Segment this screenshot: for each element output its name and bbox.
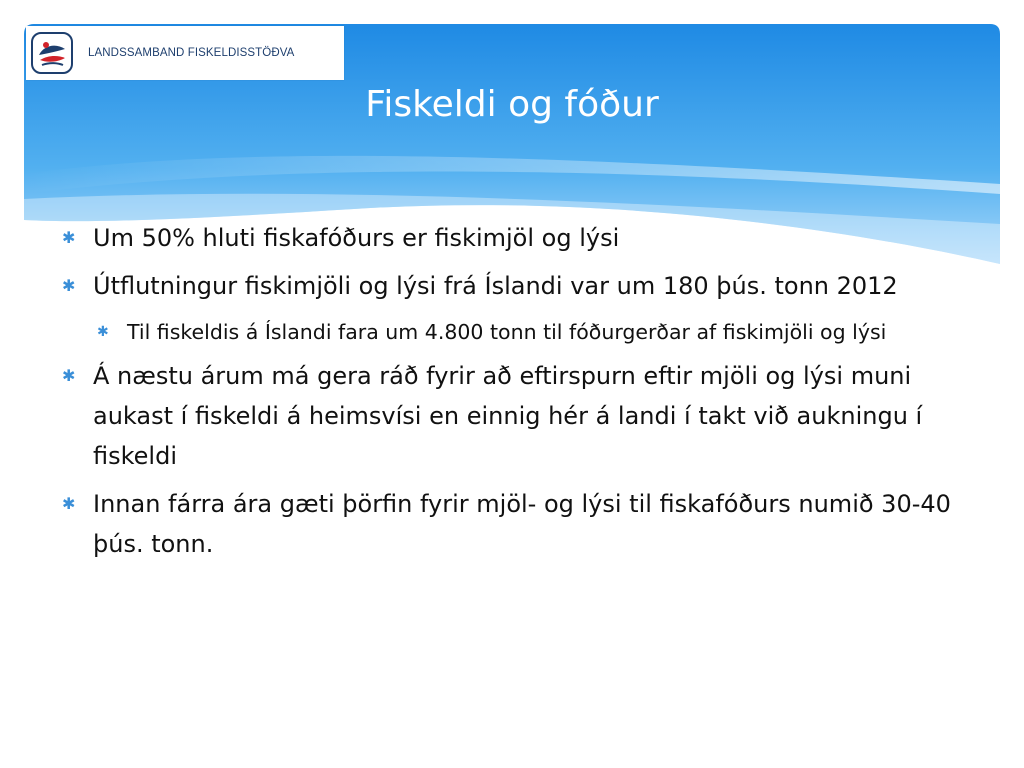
organization-name: LANDSSAMBAND FISKELDISSTÖÐVA <box>88 47 295 59</box>
bullet-item <box>60 484 980 564</box>
sub-bullet-icon: ✱ <box>97 324 109 340</box>
bullet-item <box>60 266 980 306</box>
sub-bullet-text: Til fiskeldis á Íslandi fara um 4.800 tonn til fóðurgerðar af fiskimjöli og lýsi <box>127 320 887 344</box>
bullet-icon: ✱ <box>62 276 76 295</box>
bullet-list <box>60 218 980 564</box>
bullet-icon: ✱ <box>62 366 76 385</box>
sub-bullet-item <box>60 314 980 350</box>
bullet-item <box>60 356 980 476</box>
fish-logo-icon <box>30 31 74 75</box>
bullet-icon: ✱ <box>62 494 76 513</box>
bullet-text: Innan fárra ára gæti þörfin fyrir mjöl- og lýsi til fiskafóðurs numið 30-40 þús. tonn. <box>93 490 951 558</box>
bullet-text: Útflutningur fiskimjöli og lýsi frá Íslandi var um 180 þús. tonn 2012 <box>93 272 898 300</box>
bullet-text: Á næstu árum má gera ráð fyrir að eftirspurn eftir mjöli og lýsi muni aukast í fiskeldi á heimsvísi en einnig hér á landi í takt við aukningu í fiskeldi <box>93 362 923 470</box>
slide-content <box>60 218 980 572</box>
bullet-text: Um 50% hluti fiskafóðurs er fiskimjöl og lýsi <box>93 224 620 252</box>
bullet-item <box>60 218 980 258</box>
slide-title: Fiskeldi og fóður <box>365 84 659 125</box>
organization-logo <box>26 26 344 80</box>
bullet-icon: ✱ <box>62 228 76 247</box>
